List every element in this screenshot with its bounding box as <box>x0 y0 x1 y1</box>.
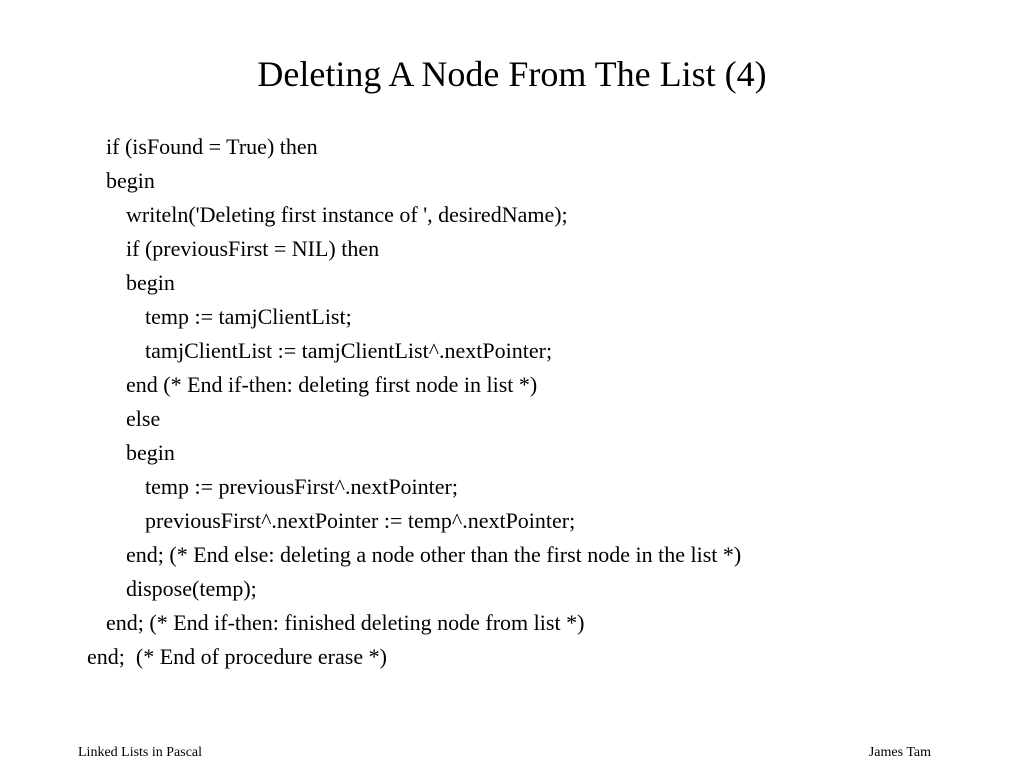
code-line: if (previousFirst = NIL) then <box>126 236 380 261</box>
code-line: tamjClientList := tamjClientList^.nextPointer; <box>145 338 553 363</box>
code-line: end; (* End of procedure erase *) <box>87 644 387 669</box>
code-line: begin <box>106 168 155 193</box>
code-line: dispose(temp); <box>126 576 257 601</box>
code-line: end; (* End else: deleting a node other than the first node in the list *) <box>126 542 742 567</box>
code-line: if (isFound = True) then <box>106 134 318 159</box>
code-line: else <box>126 406 161 431</box>
code-line: end; (* End if-then: finished deleting node from list *) <box>106 610 585 635</box>
code-line: previousFirst^.nextPointer := temp^.nextPointer; <box>145 508 576 533</box>
code-line: begin <box>126 440 175 465</box>
code-line: writeln('Deleting first instance of ', desiredName); <box>126 202 568 227</box>
footer-course-title: Linked Lists in Pascal <box>78 745 203 760</box>
slide-title: Deleting A Node From The List (4) <box>257 54 767 94</box>
code-line: end (* End if-then: deleting first node in list *) <box>126 372 538 397</box>
code-line: temp := previousFirst^.nextPointer; <box>145 474 458 499</box>
code-line: temp := tamjClientList; <box>145 304 352 329</box>
code-line: begin <box>126 270 175 295</box>
footer-author: James Tam <box>868 745 931 760</box>
